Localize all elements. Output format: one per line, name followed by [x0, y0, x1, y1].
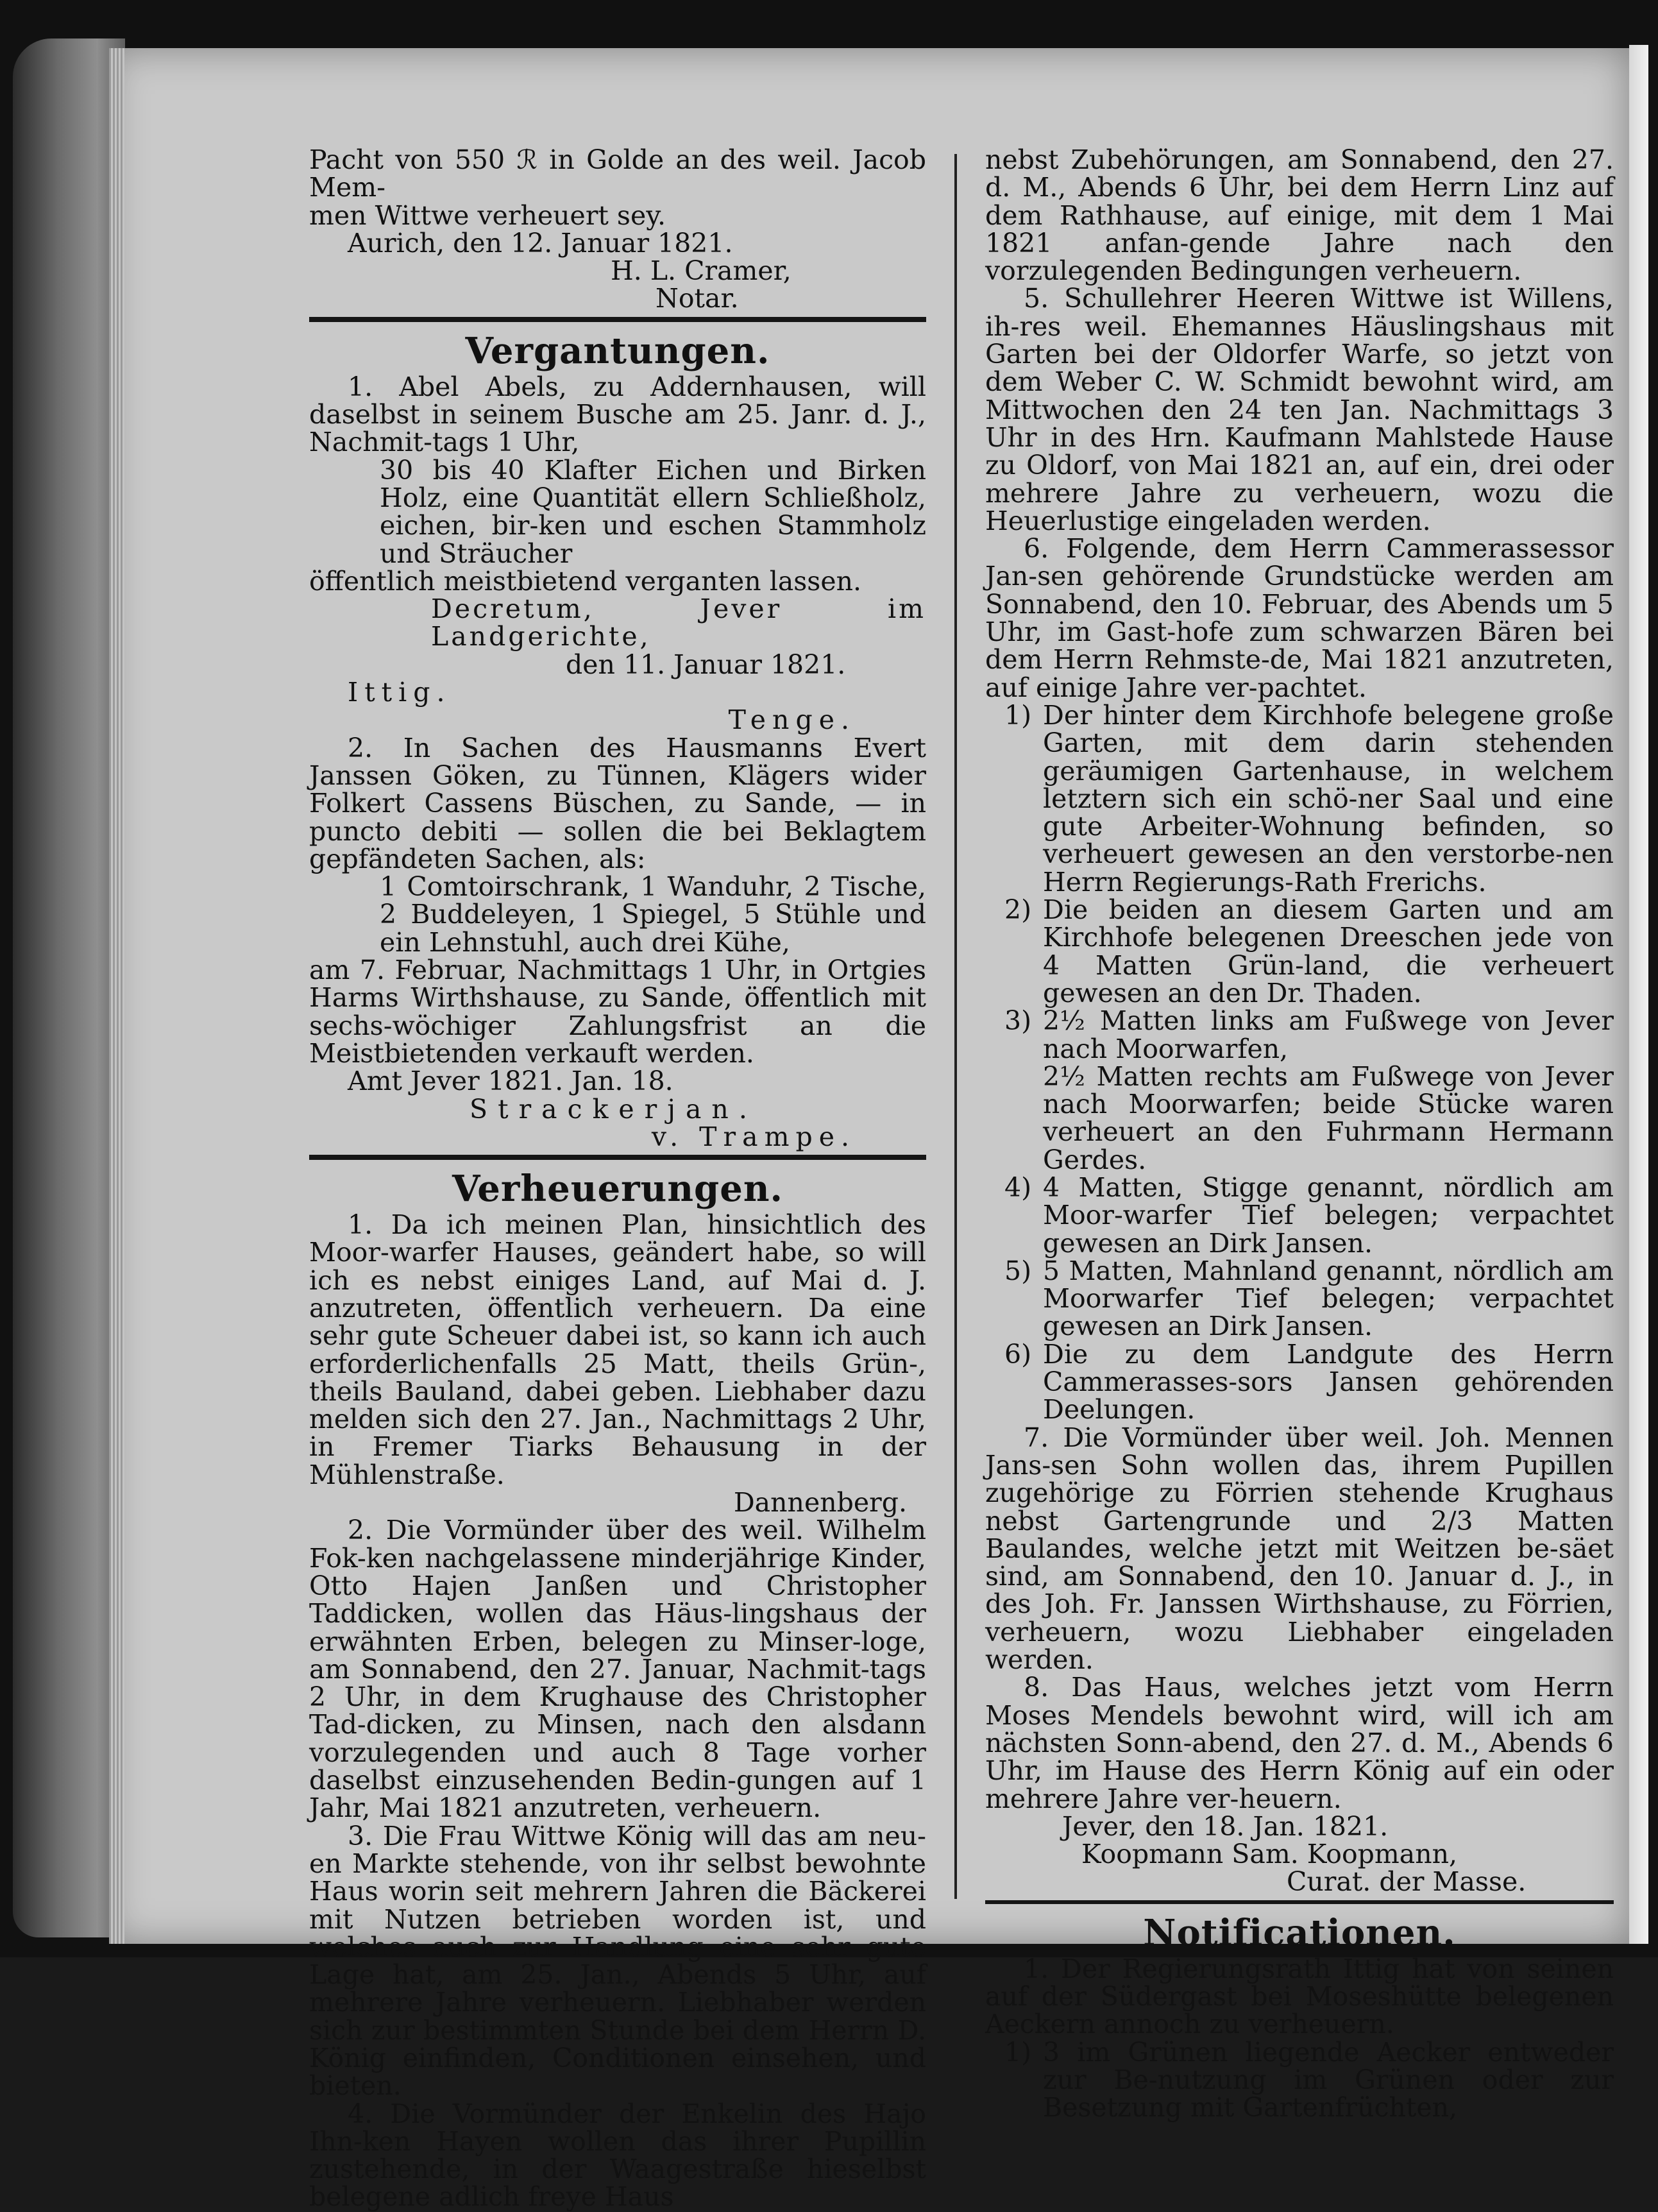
sub-item-text: 2½ Matten links am Fußwege von Jever nach Moorwarfen, — [1043, 1005, 1614, 1064]
next-page-edge — [1629, 45, 1648, 1944]
continuation-line-1: Pacht von 550 ℛ in Golde an des weil. Jacob Mem- — [309, 144, 926, 203]
signature-ittig: Ittig. — [348, 677, 452, 708]
sub-item-number: 2) — [1004, 894, 1032, 926]
heading-notificationen: Notificationen. — [1143, 1911, 1456, 1954]
sub-item-number: 4) — [1004, 1171, 1032, 1203]
sub-item-1 — [985, 699, 1614, 898]
sub-item-number: 3) — [1004, 1005, 1032, 1037]
notice-vergantung-1-tail: öffentlich meistbietend verganten lassen. — [309, 565, 862, 597]
signature-koopmann: Koopmann Sam. Koopmann, — [1081, 1839, 1458, 1870]
section-rule — [309, 1155, 926, 1160]
column-divider — [954, 154, 957, 1899]
notice-vergantung-2-date: Amt Jever 1821. Jan. 18. — [348, 1066, 673, 1097]
book-spine — [13, 38, 125, 1937]
sub-item-text: Der hinter dem Kirchhofe belegene große Garten, mit dem darin stehenden geräumigen Gartenhause, in welchem letztern sich ein schö-ner Saal und eine gute Arbeiter-Wohnung befinden, so verheuert gewesen an den verstorbe-nen Herrn Regierungs-Rath Frerichs. — [1043, 699, 1614, 898]
sub-item-6 — [985, 1338, 1614, 1425]
notice-notification-1: 1. Der Regierungsrath Ittig hat von seinen auf der Südergast bei Moseshütte belegenen Aeckern annoch zu verheuern. — [985, 1953, 1614, 2040]
section-rule — [985, 1900, 1614, 1904]
notice-verheuerung-8: 8. Das Haus, welches jetzt vom Herrn Moses Mendels bewohnt wird, will ich am nächsten Sonn-abend, den 27. d. M., Abends 6 Uhr, im Hause des Herrn König auf ein oder mehrere Jahre ver-heuern. — [985, 1672, 1614, 1814]
notice-vergantung-2: 2. In Sachen des Hausmanns Evert Janssen Göken, zu Tünnen, Klägers wider Folkert Cassens Büschen, zu Sande, — in puncto debiti — sollen die bei Beklagtem gepfändeten Sachen, als: — [309, 732, 926, 874]
notice-verheuerung-3: 3. Die Frau Wittwe König will das am neu-en Markte stehende, von ihr selbst bewohnte Haus worin seit mehrern Jahren die Bäckerei mit Nutzen betrieben worden ist, und welches auch zur Handlung eine sehr gute Lage hat, am 25. Jan., Abends 5 Uhr, auf mehrere Jahre verheuern. Liebhaber werden sich zur bestimmten Stunde bei dem Herrn D. König einfinden, Conditionen einsehen, und bieten. — [309, 1820, 926, 2102]
signature-dannenberg: Dannenberg. — [733, 1487, 907, 1519]
notice-vergantung-1: 1. Abel Abels, zu Addernhausen, will daselbst in seinem Busche am 25. Janr. d. J., Nachmit-tags 1 Uhr, — [309, 371, 926, 458]
continuation-line-2: men Wittwe verheuert sey. — [309, 200, 666, 231]
sub-item-number: 6) — [1004, 1338, 1032, 1370]
continuation-signer: H. L. Cramer, — [611, 255, 791, 287]
notice-verheuerung-4-cont: nebst Zubehörungen, am Sonnabend, den 27. d. M., Abends 6 Uhr, bei dem Herrn Linz auf dem Rathhause, auf einige, mit dem 1 Mai 1821 anfan-gende Jahre nach den vorzulegenden Bedingungen verheuern. — [985, 144, 1614, 287]
sub-item-number: 5) — [1004, 1255, 1032, 1286]
sub-item-text: 4 Matten, Stigge genannt, nördlich am Moor-warfer Tief belegen; verpachtet gewesen an Dirk Jansen. — [1043, 1171, 1614, 1259]
heading-verheuerungen: Verheuerungen. — [452, 1168, 784, 1211]
notice-vergantung-2-goods: 1 Comtoirschrank, 1 Wanduhr, 2 Tische, 2 Buddeleyen, 1 Spiegel, 5 Stühle und ein Lehnstuhl, auch drei Kühe, — [380, 871, 926, 958]
notification-sub-item-1 — [985, 2036, 1614, 2123]
continuation-date: Aurich, den 12. Januar 1821. — [348, 227, 733, 259]
page-edges — [109, 48, 124, 1944]
notice-verheuerung-6: 6. Folgende, dem Herrn Cammerassessor Jan-sen gehörende Grundstücke werden am Sonnabend, den 10. Februar, des Abends um 5 Uhr, im Gast-hofe zum schwarzen Bären bei dem Herrn Rehmste-de, Mai 1821 anzutreten, auf einige Jahre ver-pachtet. — [985, 533, 1614, 703]
right-column — [985, 146, 1614, 2122]
sub-item-text: Die zu dem Landgute des Herrn Cammerasses-sors Jansen gehörenden Deelungen. — [1043, 1338, 1614, 1425]
notice-vergantung-1-goods: 30 bis 40 Klafter Eichen und Birken Holz, eine Quantität ellern Schließholz, eichen, bir-ken und eschen Stammholz und Sträucher — [380, 454, 926, 569]
notice-verheuerung-1: 1. Da ich meinen Plan, hinsichtlich des Moor-warfer Hauses, geändert habe, so will ich es nebst einiges Land, auf Mai d. J. anzutreten, öffentlich verheuern. Da eine sehr gute Scheuer dabei ist, so kann ich auch erforderlichenfalls 25 Matt, theils Grün-, theils Bauland, dabei geben. Liebhaber dazu melden sich den 27. Jan., Nachmittags 2 Uhr, in Fremer Tiarks Behausung in der Mühlenstraße. — [309, 1209, 926, 1490]
decretum-line: Decretum, Jever im Landgerichte, — [431, 593, 926, 652]
heading-vergantungen: Vergantungen. — [465, 329, 770, 372]
signature-tenge: Tenge. — [728, 704, 856, 736]
continuation-signer-title: Notar. — [656, 283, 739, 314]
sub-item-5 — [985, 1257, 1614, 1341]
signature-strackerjan: Strackerjan. — [469, 1093, 757, 1125]
notice-verheuerung-2: 2. Die Vormünder über des weil. Wilhelm Fok-ken nachgelassene minderjährige Kinder, Otto Hajen Janßen und Christopher Taddicken, wollen das Häus-lingshaus der erwähnten Erben, belegen zu Minser-loge, am Sonnabend, den 27. Januar, Nachmit-tags 2 Uhr, in dem Krughause des Christopher Tad-dicken, zu Minsen, nach den alsdann vorzulegenden und auch 8 Tage vorher daselbst einzusehenden Bedin-gungen auf 1 Jahr, Mai 1821 anzutreten, verheuern. — [309, 1515, 926, 1824]
sub-item-text: 3 im Grünen liegende Aecker entweder zur Be-nutzung im Grünen oder zur Besetzung mit Gartenfrüchten, — [1043, 2036, 1614, 2123]
sub-item-text: Die beiden an diesem Garten und am Kirchhofe belegenen Dreeschen jede von 4 Matten Grün-land, die verheuert gewesen an den Dr. Thaden. — [1043, 894, 1614, 1008]
sub-item-text: 5 Matten, Mahnland genannt, nördlich am Moorwarfer Tief belegen; verpachtet gewesen an Dirk Jansen. — [1043, 1255, 1614, 1342]
sub-item-text-group — [1043, 1007, 1614, 1174]
notice-verheuerung-4: 4. Die Vormünder der Enkelin des Hajo Ihn-ken Hayen wollen das ihrer Pupillin zustehende, in der Waagestraße hieselbst belegene adlich freye Haus — [309, 2098, 926, 2212]
sub-item-number: 1) — [1004, 699, 1032, 731]
signature-trampe: v. Trampe. — [651, 1121, 856, 1152]
sub-item-4 — [985, 1171, 1614, 1259]
sub-item-3 — [985, 1007, 1614, 1174]
section-rule — [309, 317, 926, 322]
signature-curator: Curat. der Masse. — [1287, 1866, 1527, 1898]
notice-vergantung-2-tail: am 7. Februar, Nachmittags 1 Uhr, in Ortgies Harms Wirthshause, zu Sande, öffentlich mit sechs-wöchiger Zahlungsfrist an die Meistbietenden verkauft werden. — [309, 955, 926, 1069]
sub-item-2 — [985, 896, 1614, 1007]
notice-verheuerung-5: 5. Schullehrer Heeren Wittwe ist Willens, ih-res weil. Ehemannes Häuslingshaus mit Garten bei der Oldorfer Warfe, so jetzt von dem Weber C. W. Schmidt bewohnt wird, am Mittwochen den 24 ten Jan. Nachmittags 3 Uhr in des Hrn. Kaufmann Mahlstede Hause zu Oldorf, von Mai 1821 an, auf ein, drei oder mehrere Jahre zu verheuern, wozu die Heuerlustige eingeladen werden. — [985, 283, 1614, 536]
left-column — [309, 146, 926, 2211]
decretum-date: den 11. Januar 1821. — [566, 649, 846, 680]
notice-verheuerung-7: 7. Die Vormünder über weil. Joh. Mennen Jans-sen Sohn wollen das, ihrem Pupillen zugehörige zu Förrien stehende Krughaus nebst Gartengrunde und 2/3 Matten Baulandes, welche jetzt mit Weitzen be-säet sind, am Sonnabend, den 10. Januar d. J., in des Joh. Fr. Janssen Wirthshause, zu Förrien, verheuern, wozu Liebhaber eingeladen werden. — [985, 1422, 1614, 1676]
sub-item-number: 1) — [1004, 2036, 1032, 2068]
sub-item-text: 2½ Matten rechts am Fußwege von Jever nach Moorwarfen; beide Stücke waren verheuert an den Fuhrmann Hermann Gerdes. — [1043, 1060, 1614, 1175]
notice-verheuerung-8-date: Jever, den 18. Jan. 1821. — [1062, 1810, 1389, 1842]
